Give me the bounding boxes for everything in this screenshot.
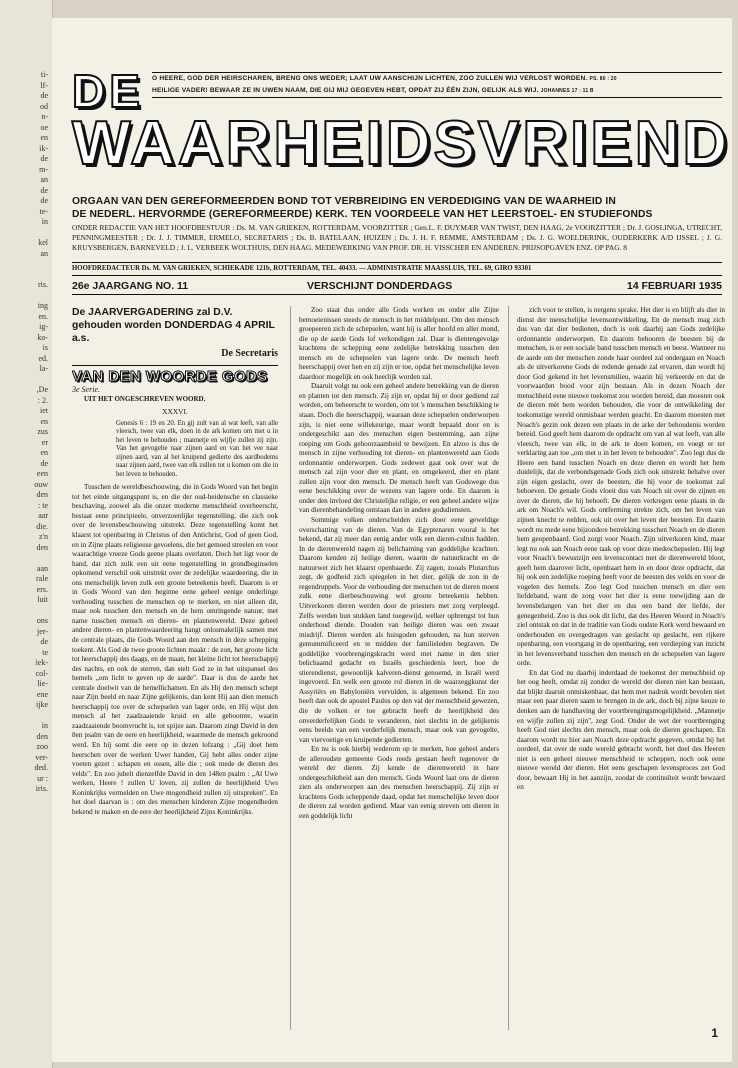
edge-fragment: ti- — [40, 70, 48, 79]
edge-fragment: m- — [39, 164, 48, 174]
divider — [72, 365, 278, 366]
edge-fragment: een — [36, 469, 48, 478]
masthead-de: DE — [72, 65, 144, 117]
edge-fragment: zoo — [36, 742, 48, 751]
meeting-notice: De JAARVERGADERING zal D.V. gehouden worden DONDERDAG 4 APRIL a.s. — [72, 307, 275, 344]
article-subheading: UIT HET ONGESCHREVEN WOORD. — [84, 394, 206, 403]
organ-line-2: DE NEDERL. HERVORMDE (GEREFORMEERDE) KERK. TEN VOORDEELE VAN HET LEERSTOEL- EN STUDIEFONDS — [72, 208, 653, 220]
edge-fragment: de — [40, 637, 48, 646]
edge-fragment: luit — [37, 595, 48, 604]
article-paragraph: Zoo staat dus onder alle Gods werken en onder alle Zijne bemoeienissen steeds de mensch in het middelpunt. Om den mensch groepeeren zich de schepselen, want hij is aller hoofd en aller mond, die op de aarde Gods lof verkondigen zal. Daar is dientengevolge krachtens de schepping eene zedelijke betrekking tusschen den mensch en de schepselen van lagere orde. De mensch heeft heerschappij over hen en zij zijn er toe, opdat het menschelijke leven daardoor mogelijk en ook heerlijk worden zal. — [299, 306, 499, 381]
edge-fragment: jer- — [37, 626, 48, 636]
edge-fragment: de — [40, 185, 48, 195]
motto-block — [152, 72, 722, 98]
edge-fragment: er — [41, 437, 48, 447]
edge-fragment: iris. — [35, 784, 48, 793]
edge-fragment: kel — [38, 238, 48, 247]
edge-fragment: ded. — [34, 763, 48, 772]
edge-fragment: oe — [40, 122, 48, 132]
issue-volume: 26e JAARGANG NO. 11 — [72, 280, 189, 292]
edge-fragment: in — [41, 721, 48, 730]
edge-fragment — [0, 553, 48, 564]
edge-fragment: rale — [36, 574, 48, 583]
issue-bar — [72, 280, 722, 295]
edge-fragment: iet — [40, 406, 48, 415]
edge-fragment: de — [40, 458, 48, 468]
edge-fragment: n- — [41, 112, 48, 121]
edge-fragment: ijke — [36, 700, 48, 709]
edge-fragment: ene — [36, 689, 48, 699]
article-paragraph: Sommige volken onderscheiden zich door eene geweldige overschatting van de dieren. Van de Egyptenaren vooral is het bekend, dat zij meer dan eenig ander volk een dieren-cultus hadden. In de dierenwereld nagen zij belichaming van goddelijke krachten. Daarom kenden zij heilige dieren, waarin de natuurkracht en de natuurwet zich het klaarst openbaarde. Zij zagen, zooals Plutarchus zegt, de godheid zich spiegelen in het dier, gelijk de zon in de regendruppels. Voor de verhouding der menschen tot de dieren moest zulk eene dierbeschouwing wel groote beteekenis hebben. Uitverkoren dieren werden door de priesters met zorg verpleegd. Zelfs werden hun stukken land toegewijd, welker opbrengst tot hun onderhoud diende. Dooden van heilige dieren was een zwaar misdrijf. Dieren werden als huisgoden gehouden, na hun sterven gemummificeerd en te midden der familieleden begraven. De goddelijke voorbrengingskracht werd met name in den stier belichaamd gedacht en Israëls geschiedenis leert, hoe de stierendienst, gewoonlijk kalveren-dienst genoemd, in Israël werd ingevoerd. En welk een groote rol dieren in de waarzeggkunst der Assyriërs en Babyloniërs vervulden, is algemeen bekend. En zoo heeft dan ook de apostel Paulus op den val der menschheid gewezen, die de volken er toe gebracht heeft de heerlijkheid des onverderfelijken Gods te veranderen, niet slechts in de gelijkenis eens beelds van een verderfelijk mensch, maar ook van gevogelte, van viervoetige en kruipende gedierten. — [299, 516, 499, 744]
page-number: 1 — [711, 1026, 718, 1040]
article-paragraph: zich voor te stellen, is nergens sprake. Het dier is en blijft als dier in dienst der menschelijke levensontwikkeling. En de mensch mag zich dus van dat dier bedienen, doch is ook daarbij aan Gods zedelijke ordonnantie onderworpen. En daarom behooren de beesten bij de menschen, is er een sociale band tusschen mensch en beest. Wanneer nu de aarde om der menschen zonde haar oordeel zal ondergaan en Noach als de uitverkorene Gods de redende genade zal ervaren, dan wordt hij door God gekend in het levensmilieu, waarin hij verkeerde en dat de voorwaarden bood voor zijn bestaan. Als in dezen Noach der menschheid eene nieuwe toekomst zou worden bereid, dan moesten ook de dieren mèt hem worden behouden, die voor de ontwikkeling der toekomstige wereld onmisbaar werden geacht. En daarom moesten met Noach's gezin ook dezen een plaats in de arke der behoudenis worden bereid. God geeft hem daarom de opdracht om van al wat leeft, van alle vleesch, twee van elk, in de ark te doen komen, en voegt er ter verklaring aan toe „om met u in het leven te behouden". Zoo legt dus de Heere een band tusschen Noach en deze dieren en wordt het hem duidelijk, dat de verbondsgenade Gods zich ook uitstrekt behalve over zijn eigen geslacht, over de beesten, die hij voor de toekomst zal behoeven. De genade Gods vloeit dus van Noach uit over de zijnen en over de dieren, die hij behoeft. De dieren verkregen eene plaats in de ark om Noach's wil. Gods ontferming strekte zich, om het leven van zijnen knecht te redden, ook uit over het leven der beesten. En daarin wordt nu mede eene bijzondere betrekking tusschen Noach en de dieren hem geopenbaard. God zorgt voor Noach. Zijn uitverkoren kind, maar legt nu ook aan Noach eene taak op voor deze medeschepselen. Hij legt voor Noach's bewustzijn een levenscontact met de dierenwereld bloot, geeft hem daarover licht, openbaart hem in en door deze opdracht, dat hij ook een zedelijke roeping heeft voor de beesten des velds en voor de vogelen des hemels. Zoo legt God tusschen mensch en dier een liefdeband, want de zorg voor het dier is eene toewijding aan de levensbelangen van het dier en dus een band der liefde, der genegenheid. Zoo is dus ook dit licht, dat des Heeren Woord in Noach's ziel ontstak en dat in de traditie van Gods oudste Kerk werd bewaard en onderhouden en overgedragen van geslacht op geslacht, een rijkere openbaring, een voortgang in de openbaring, een verdieping van inzicht in het levensverband tusschen den mensch en de schepselen van lagere orde. — [517, 306, 725, 668]
article-paragraph: En dat God nu daarbij inderdaad de toekomst der menschheid op het oog heeft, omdat zij zonder de wereld der dieren niet kan bestaan, dat blijkt daaruit onmiskenbaar, dat hem met nadruk wordt bevolen niet maar een paar dieren saam te brengen in de ark, doch bij zijne keuze te denken aan de handhaving der voortbrengingsmogelijkheid. „Mannetje en wijfje zullen zij zijn", zegt God. Onder de wet der voortbrenging heeft God niet slechts den mensch, maar ook de dieren geschapen. En daarom wordt nu hier aan Noach deze opdracht gegeven, omdat bij het oordeel, dat over de oude wereld gebracht wordt, het doel des Heeren niet is een geheel nieuwe menschheid te scheppen, noch ook eene nieuwe wereld der dieren. Het eens geschapen levensproces zet God door, bewaart Hij in het aanzijn, zoodat de continuïteit wordt bewaard en — [517, 668, 725, 792]
edge-fragment: zus — [37, 427, 48, 436]
column-3 — [508, 306, 725, 1030]
column-2 — [290, 306, 499, 1030]
edge-fragment: en — [40, 133, 48, 142]
motto-line-1: O HEERE, GOD DER HEIRSCHAREN, BRENG ONS WEDER; LAAT UW AANSCHIJN LICHTEN, ZOO ZULLEN WIJ VERLOST WORDEN. PS. 80 : 20 — [152, 75, 617, 82]
scripture-quote: Genesis 6 : 19 en 20. En gij zult van al wat leeft, van alle vleesch, twee van elk, doen in de ark komen om met u in het leven te behouden ; mannetje en wijfje zullen zij zijn. Van het gevogelte naar zijnen aard en van het vee naar zijnen aard, van al het kruipend gedierte des aardbodems naar zijnen aard, twee van elk zullen tot u komen om die in het leven te behouden. — [116, 419, 278, 478]
edge-fragment: ,De — [36, 385, 48, 394]
chief-editor-line: HOOFDREDACTEUR Ds. M. VAN GRIEKEN, SCHIEKADE 121b, ROTTERDAM, TEL. 40433. — ADMINISTRATIE MAASSLUIS, TEL. 69, GIRO 93301 — [72, 262, 722, 276]
article-paragraph: En nu is ook hierbij wederom op te merken, hoe geheel anders de alleroudste gemeente Gods reeds gestaan heeft tegenover de wereld der dieren. Zij kende de dierenwereld in hare ondergeschiktheid aan den mensch. Gods Woord laat ons de dieren zien als onderworpen aan des menschen heerschappij. Zij zijn er krachtens Gods scheppende daad, opdat het menschelijke leven door de dieren zal worden gediend. Maar van eenig streven om dieren in een goddelijk licht — [299, 745, 499, 820]
edge-fragment: ers. — [36, 584, 48, 594]
edge-fragment: an — [40, 175, 48, 184]
article-paragraph: Tusschen de wereldbeschouwing, die in Gods Woord van het begin tot het einde uitgangspunt is, en die der oud-heidensche en classieke beschaving, zoowel als die onzer moderne menschheid overheerscht, bestaat eene principieele, onverzoenlijke tegenstelling, die zich ook over de levensbeschouwing uitstrekt. Deze tegenstelling komt het klaarst tot openbaring in Christus of den Antichrist, God of geen God, en in Zijne plaats religieuse gevoelens, die het gemoed streelen en voor waarachtige vreeze Gods geene plaats overlaten. Doch het ligt voor de hand, dat zich zulk een uit eene tegenstelling in grondbeginselen opkomend verschil ook uitstrekt over de zedelijke waardeering, die in ons menschelijk leven zulk een groote beteekenis heeft. Daarom is er in Gods Woord van den beginne eene geheel eenige onderlinge verhouding tusschen de menschen op te merken, en niet alleen dit, maar ook tusschen den mensch en de hem omringende natuur, met name tusschen mensch en dieren- en plantenwereld. Deze geheel andere dieren- en plantenwaardeering hangt onlosmakelijk samen met de centrale plaats, die Gods Woord aan den mensch in deze schepping toekent. Als God de twee groote lichten maakt : de zon, het groote licht tot heerschappij des daags, en de maan, het kleine licht tot heerschappij des nachts, en ook de sterren, dan stelt God ze in het uitspansel des hemels „om licht te geven op de aarde". Daar is dus de aarde het centrale doelwit van de hemellichamen. En als Hij den mensch schept naar Zijn beeld en naar Zijne gelijkenis, dan kent Hij aan dien mensch heerschappij toe over de schepselen van lager orde, en Hij wijst den mensch al het zaadzaaiende kruid en alle geboomte, waarin zaadzaaiende boomvrucht is, tot spijze aan. Daarom zingt David in den 8en psalm van de eere en heerlijkheid, waarmede de mensch gekroond werd. En hij somt die eere op in dezen lofzang : „Gij doet hem heerschen over de werken Uwer handen, Gij hebt alles onder zijne voeten gezet : schapen en ossen, alle die ; ook mede de dieren des velds". En zoo jubelt dienzelfde David in den 148en psalm : „Al Uwe werken, Heere ! zullen U loven, zij zullen de heerlijkheid Uws Koninkrijks vermelden en Uwe mogendheid zullen zij uitspreken". En het doel daarvan is : om des menschen kinderen Zijne mogendheden bekend te maken en de eere der heerlijkheid Zijns Koninkrijks. — [72, 483, 278, 816]
newspaper-page — [52, 18, 732, 1062]
edge-fragment: ver- — [35, 752, 48, 762]
series-label: 3e Serie. — [72, 385, 100, 395]
edge-fragment — [0, 711, 48, 722]
notice-signature: De Secretaris — [221, 348, 278, 359]
edge-fragment: den — [36, 490, 48, 499]
edge-fragment: te — [42, 647, 48, 657]
edge-fragment: : 2. — [37, 395, 48, 405]
edge-fragment: en. — [38, 311, 48, 321]
edge-fragment — [0, 291, 48, 302]
edge-fragment: den — [36, 731, 48, 741]
edge-fragment: ik- — [39, 143, 48, 153]
edge-fragment: den — [36, 542, 48, 552]
section-title: VAN DEN WOORDE GODS — [72, 367, 268, 385]
column-1 — [72, 306, 278, 1036]
scan-edge-strip — [0, 0, 53, 1068]
organ-description — [72, 196, 722, 221]
article-paragraph: Daaruit volgt nu ook een geheel andere betrekking van de dieren en planten tot den mensch. Zij zijn er, opdat hij er door gediend zal worden, om beheerscht te worden, om tot 's menschen beschikking te staan. Doch die heerschappij, waaraan deze schepselen onderworpen zijn, is niet eene willekeurige, maar wordt bepaald door en is ondergeschikt aan des menschen eigen bestemming, aan zijne roeping om Gods gehoorzaamheid te bewijzen. En alzoo is dus de mensch in zijne verhouding tot dieren- en plantenwereld aan Gods ordonnantie onderworpen. Gods zedewet gaat ook over wat de mensch zal zijn voor dier en plant, en omgekeerd, dier en plant zullen zijn voor den mensch. De mensch heeft van Godswege dus eene beschikking over de wezens van lagere orde. En daarom is onder den invloed der Christelijke religie, er een geheel andere wijze van dierenbehandeling ontstaan dan in andere godsdiensten. — [299, 382, 499, 515]
edge-fragment — [0, 375, 48, 386]
edge-fragment: en — [40, 416, 48, 426]
edge-fragment: ur : — [37, 773, 48, 783]
edge-text-fragments — [0, 0, 52, 795]
edge-fragment: ris. — [38, 280, 48, 289]
edge-fragment: is — [42, 343, 48, 352]
edge-fragment: lie- — [37, 679, 48, 688]
issue-frequency: VERSCHIJNT DONDERDAGS — [307, 280, 453, 292]
edge-fragment: aar — [38, 511, 48, 520]
edge-fragment: de — [40, 91, 48, 100]
edge-fragment: de — [40, 154, 48, 163]
edge-fragment: te- — [39, 206, 48, 216]
motto-ref-2: JOHANNES 17 : 11 B — [540, 88, 594, 94]
issue-date: 14 FEBRUARI 1935 — [626, 280, 722, 292]
edge-fragment: od — [40, 101, 48, 111]
edge-fragment: ko- — [37, 332, 48, 342]
edge-fragment — [0, 606, 48, 617]
article-number: XXXVI. — [162, 407, 188, 417]
motto-ref-1: PS. 80 : 20 — [589, 76, 617, 82]
edge-fragment: in — [41, 217, 48, 226]
edge-fragment: : te — [38, 500, 48, 510]
edge-fragment — [0, 228, 48, 239]
edge-fragment: aan — [36, 563, 48, 573]
edge-fragment: z'n — [39, 532, 48, 541]
edge-fragment: de — [40, 196, 48, 205]
edge-fragment: ing — [37, 301, 48, 310]
motto-line-2: HEILIGE VADER! BEWAAR ZE IN UWEN NAAM, DIE GIJ MIJ GEGEVEN HEBT, OPDAT ZIJ ÉÉN ZIJN, GELIJK ALS WIJ. JOHANNES 17 : 11 B — [152, 87, 594, 94]
edge-fragment: ed. — [38, 353, 48, 363]
edge-fragment: an — [40, 248, 48, 258]
edge-fragment: lf- — [40, 80, 48, 90]
editorial-board: ONDER REDACTIE VAN HET HOOFDBESTUUR : Ds. M. VAN GRIEKEN, ROTTERDAM, VOORZITTER ; Gen.L. F. DUYMÆR VAN TWIST, DEN HAAG, 2e VOORZITTER ; Dr. J. GOSLINGA, UTRECHT, PENNINGMEESTER ; Dr. J. J. TIMMER, ERMELO, SECRETARIS ; Ds. B. BATELAAN, HUIZEN ; Ds. J. H. F. REMME, AMSTERDAM ; Ds. J. G. WOELDERINK, OUDERKERK A/D IJSSEL ; J. G. KRUYSBERGEN, BARNEVELD ; J. L. VERBEEK WOLTHUIS, DEN HAAG. MEDEWERKING VAN PROF. DR. H. VISSCHER EN ANDEREN. PRIJSOPGAVEN ENZ. OP PAG. 8 — [72, 223, 722, 252]
organ-line-1: ORGAAN VAN DEN GEREFORMEERDEN BOND TOT VERBREIDING EN VERDEDIGING VAN DE WAARHEID IN — [72, 196, 616, 207]
edge-fragment: col- — [35, 668, 48, 678]
edge-fragment: en — [40, 448, 48, 457]
edge-fragment: ig- — [39, 322, 48, 331]
masthead-title: WAARHEIDSVRIEND — [72, 109, 731, 178]
edge-fragment: die. — [36, 521, 48, 531]
edge-fragment: ons — [36, 616, 48, 625]
edge-fragment: la- — [39, 364, 48, 373]
edge-fragment — [0, 270, 48, 281]
edge-fragment: ouw — [34, 479, 48, 489]
edge-fragment — [0, 259, 48, 270]
edge-fragment: iek- — [35, 658, 48, 667]
